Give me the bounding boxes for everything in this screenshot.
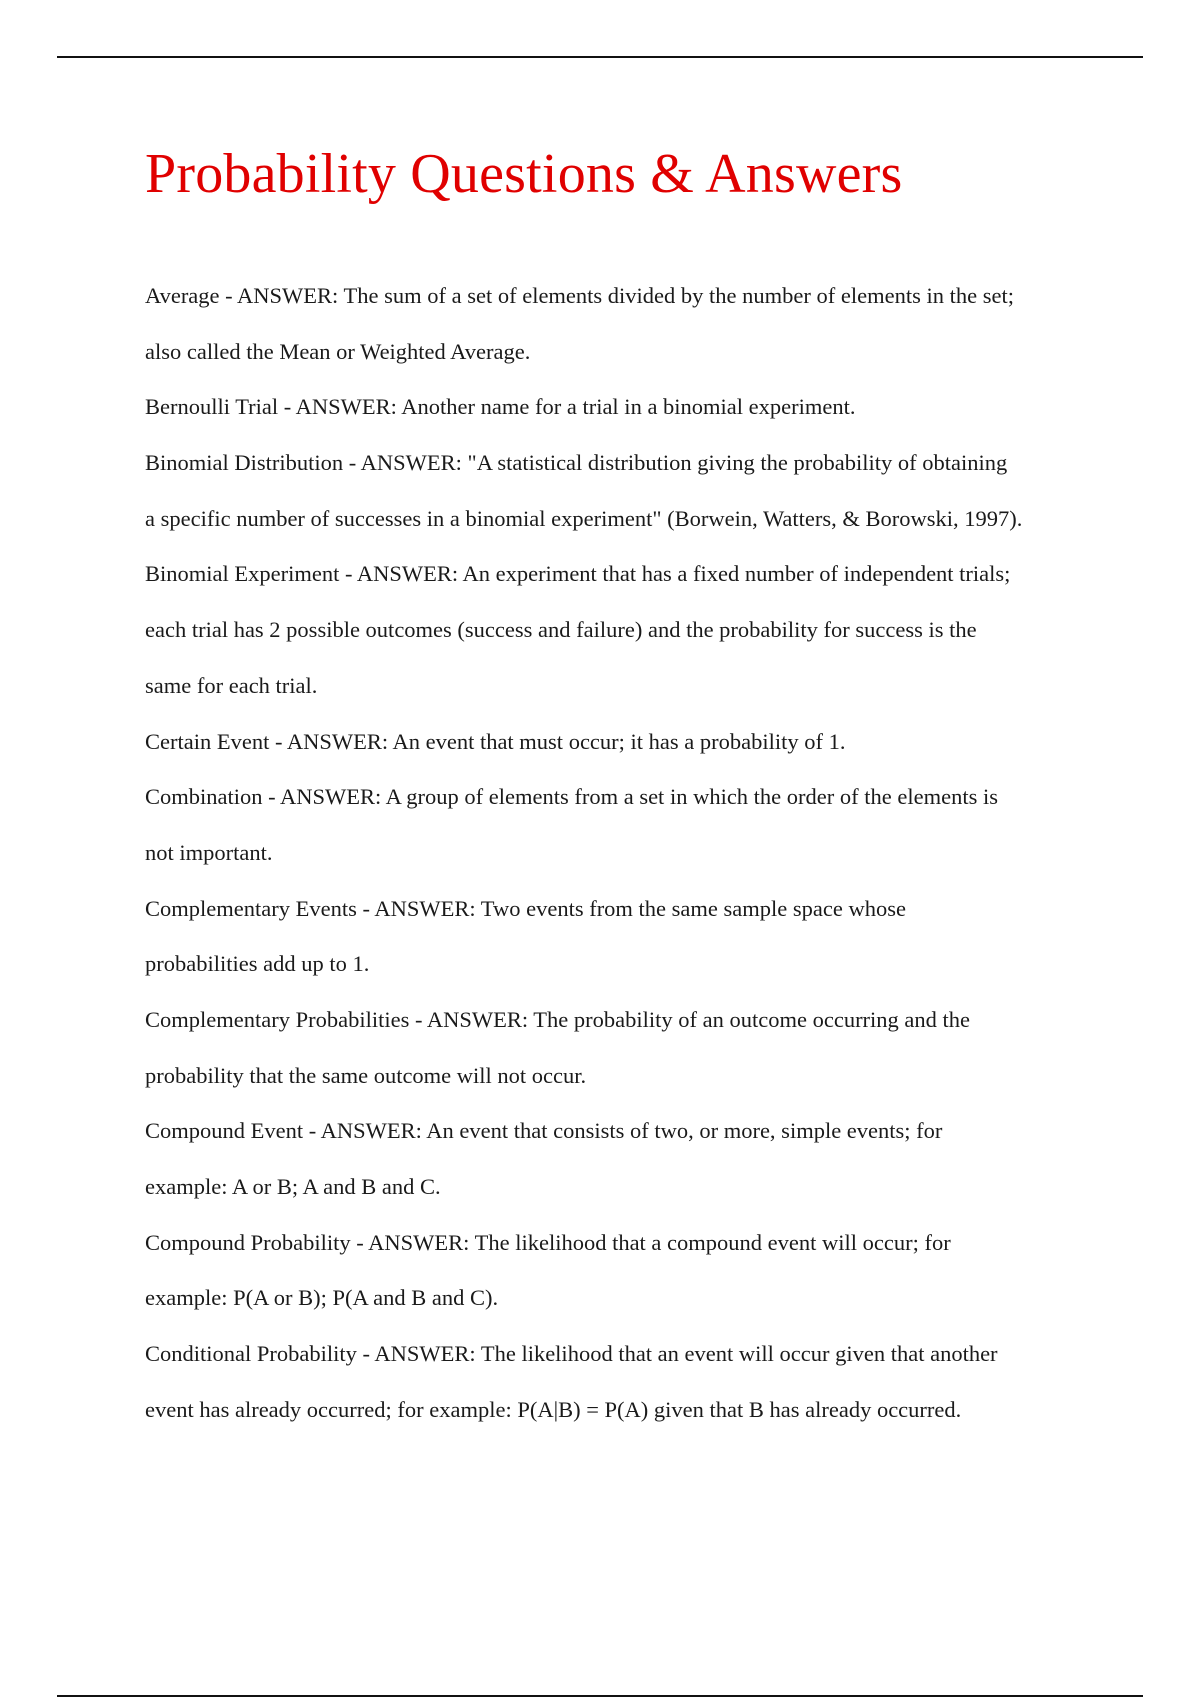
text-line: also called the Mean or Weighted Average.	[145, 338, 531, 364]
text-line: Binomial Experiment - ANSWER: An experiment that has a fixed number of independent trials;	[145, 561, 1011, 587]
text-line: example: A or B; A and B and C.	[145, 1174, 441, 1199]
text-line: Combination - ANSWER: A group of elements from a set in which the order of the elements is	[145, 784, 998, 810]
text-line: a specific number of successes in a binomial experiment" (Borwein, Watters, & Borowski, 1997).	[145, 505, 1023, 531]
top-divider	[57, 56, 1143, 58]
qa-body	[145, 268, 1090, 1437]
text-line: Binomial Distribution - ANSWER: "A statistical distribution giving the probability of obtaining	[145, 450, 1008, 476]
text-line: probabilities add up to 1.	[145, 951, 370, 977]
text-line: event has already occurred; for example: P(A|B) = P(A) given that B has already occurred.	[145, 1396, 962, 1422]
text-line: Bernoulli Trial - ANSWER: Another name for a trial in a binomial experiment.	[145, 394, 856, 420]
text-line: example: P(A or B); P(A and B and C).	[145, 1285, 499, 1311]
text-line: probability that the same outcome will not occur.	[145, 1062, 587, 1088]
bottom-divider	[57, 1695, 1143, 1697]
text-line: not important.	[145, 839, 273, 865]
text-line: Complementary Probabilities - ANSWER: The probability of an outcome occurring and the	[145, 1006, 971, 1032]
text-line: Complementary Events - ANSWER: Two events from the same sample space whose	[145, 895, 906, 921]
page-title: Probability Questions & Answers	[145, 143, 903, 205]
text-line: Average - ANSWER: The sum of a set of elements divided by the number of elements in the set;	[145, 283, 1014, 308]
text-line: same for each trial.	[145, 672, 318, 698]
text-line: Conditional Probability - ANSWER: The likelihood that an event will occur given that another	[145, 1341, 998, 1367]
text-line: Compound Event - ANSWER: An event that consists of two, or more, simple events; for	[145, 1118, 943, 1144]
text-line: each trial has 2 possible outcomes (success and failure) and the probability for success is the	[145, 617, 977, 643]
text-line: Compound Probability - ANSWER: The likelihood that a compound event will occur; for	[145, 1229, 951, 1255]
text-line: Certain Event - ANSWER: An event that must occur; it has a probability of 1.	[145, 728, 846, 754]
